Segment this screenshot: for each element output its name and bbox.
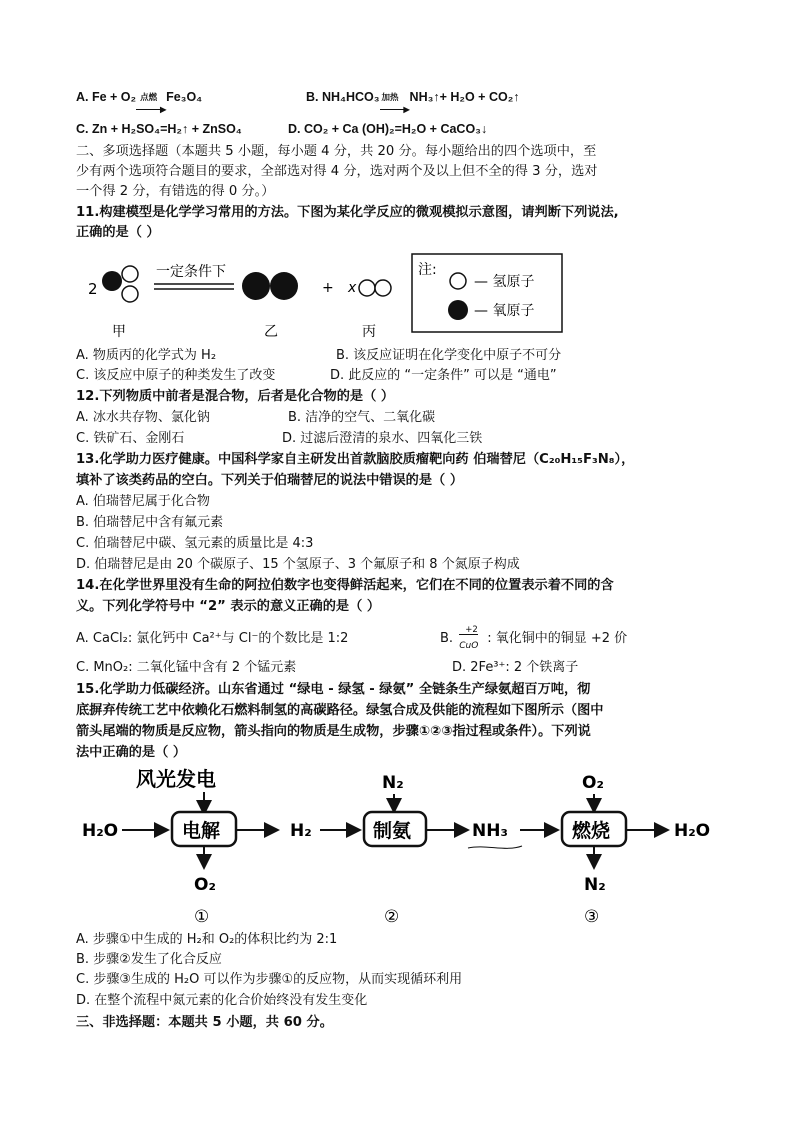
hydrogen-atom bbox=[359, 280, 375, 296]
reaction-model-figure bbox=[76, 250, 576, 342]
section3-header: 三、非选择题：本题共 5 小题，共 60 分。 bbox=[76, 1015, 333, 1030]
q10-option-c: C. Zn + H₂SO₄=H₂↑ + ZnSO₄ bbox=[76, 122, 242, 136]
q13-option-b: B. 伯瑞替尼中含有氟元素 bbox=[76, 515, 224, 530]
n2-input: N₂ bbox=[382, 773, 404, 793]
cuo-formula: CuO bbox=[459, 634, 478, 656]
q11-option-c: C. 该反应中原子的种类发生了改变 bbox=[76, 368, 276, 383]
q13-option-d: D. 伯瑞替尼是由 20 个碳原子、15 个氢原子、3 个氟原子和 8 个氮原子构成 bbox=[76, 557, 520, 572]
label-bing: 丙 bbox=[362, 324, 376, 340]
h2o-input: H₂O bbox=[82, 821, 119, 841]
q13-option-a: A. 伯瑞替尼属于化合物 bbox=[76, 494, 210, 509]
label-jia: 甲 bbox=[112, 324, 126, 340]
q15-option-d: D. 在整个流程中氮元素的化合价始终没有发生变化 bbox=[76, 993, 368, 1008]
oxygen-atom bbox=[242, 272, 270, 300]
q10-option-a: A. Fe + O₂ 点燃 ▶ Fe₃O₄ bbox=[76, 90, 203, 114]
q15-stem-line1: 15.化学助力低碳经济。山东省通过 “绿电 - 绿氢 - 绿氨” 全链条生产绿氨超百万吨，彻 bbox=[76, 682, 591, 697]
q13-stem-line1: 13.化学助力医疗健康。中国科学家自主研发出首款脑胶质瘤靶向药 伯瑞替尼（C₂₀H₁₅F₃N₈）， bbox=[76, 452, 635, 467]
coef-x: x bbox=[348, 280, 357, 296]
q12-option-c: C. 铁矿石、金刚石 bbox=[76, 431, 185, 446]
q14-stem-line1: 14.在化学世界里没有生命的阿拉伯数字也变得鲜活起来，它们在不同的位置表示着不同的含 bbox=[76, 578, 614, 593]
legend-oxygen: — 氧原子 bbox=[474, 303, 535, 319]
q14-option-c: C. MnO₂: 二氧化锰中含有 2 个锰元素 bbox=[76, 660, 297, 675]
q11-stem-line1: 11.构建模型是化学学习常用的方法。下图为某化学反应的微观模拟示意图，请判断下列说法, bbox=[76, 205, 619, 220]
oxygen-atom bbox=[102, 271, 122, 291]
q14-option-b: B. +2 CuO : 氧化铜中的铜显 +2 价 bbox=[440, 629, 627, 649]
coef-2: 2 bbox=[88, 280, 98, 298]
legend-note: 注: bbox=[418, 262, 437, 278]
wind-solar-power: 风光发电 bbox=[136, 767, 216, 791]
valence-mark: +2 bbox=[465, 625, 478, 635]
nh3-product: NH₃ bbox=[472, 821, 508, 841]
q14-option-a: A. CaCl₂: 氯化钙中 Ca²⁺与 Cl⁻的个数比是 1:2 bbox=[76, 631, 349, 646]
q12-option-a: A. 冰水共存物、氯化钠 bbox=[76, 410, 210, 425]
step-marker-1: ① bbox=[194, 907, 210, 927]
q12-option-b: B. 洁净的空气、二氧化碳 bbox=[288, 410, 436, 425]
hydrogen-atom bbox=[122, 266, 138, 282]
q15-option-a: A. 步骤①中生成的 H₂和 O₂的体积比约为 2:1 bbox=[76, 932, 338, 947]
hydrogen-legend-icon bbox=[450, 273, 466, 289]
q14-stem-line2: 义。下列化学符号中 “2” 表示的意义正确的是（ ） bbox=[76, 599, 381, 614]
q15-option-b: B. 步骤②发生了化合反应 bbox=[76, 952, 222, 967]
q13-option-c: C. 伯瑞替尼中碳、氢元素的质量比是 4:3 bbox=[76, 536, 314, 551]
o2-output: O₂ bbox=[194, 875, 216, 895]
q12-option-d: D. 过滤后澄清的泉水、四氧化三铁 bbox=[282, 431, 483, 446]
legend-hydrogen: — 氢原子 bbox=[474, 274, 535, 290]
combustion-label: 燃烧 bbox=[572, 820, 611, 842]
q10-option-b: B. NH₄HCO₃ 加热 ▶ NH₃↑+ H₂O + CO₂↑ bbox=[306, 90, 520, 114]
q11-option-d: D. 此反应的 “一定条件” 可以是 “通电” bbox=[330, 368, 557, 383]
q12-stem: 12.下列物质中前者是混合物，后者是化合物的是（ ） bbox=[76, 389, 395, 404]
n2-output: N₂ bbox=[584, 875, 606, 895]
step-marker-2: ② bbox=[384, 907, 400, 927]
q13-stem-line2: 填补了该类药品的空白。下列关于伯瑞替尼的说法中错误的是（ ） bbox=[76, 473, 464, 488]
q15-stem-line4: 法中正确的是（ ） bbox=[76, 745, 187, 760]
oxygen-legend-icon bbox=[448, 300, 468, 320]
q15-option-c: C. 步骤③生成的 H₂O 可以作为步骤①的反应物，从而实现循环利用 bbox=[76, 972, 463, 987]
q14-option-d: D. 2Fe³⁺: 2 个铁离子 bbox=[452, 660, 579, 675]
section2-line2: 少有两个选项符合题目的要求，全部选对得 4 分，选对两个及以上但不全的得 3 分，选对 bbox=[76, 164, 598, 179]
condition-label: 一定条件下 bbox=[156, 264, 226, 280]
q11-stem-line2: 正确的是（ ） bbox=[76, 225, 160, 240]
ammonia-synthesis-label: 制氨 bbox=[373, 820, 412, 842]
h2-product: H₂ bbox=[290, 821, 312, 841]
section2-line3: 一个得 2 分，有错选的得 0 分。） bbox=[76, 184, 275, 199]
oxygen-atom bbox=[270, 272, 298, 300]
o2-input: O₂ bbox=[582, 773, 604, 793]
q15-stem-line3: 箭头尾端的物质是反应物，箭头指向的物质是生成物，步骤①②③指过程或条件）。下列说 bbox=[76, 724, 591, 739]
q10-a-condition: 点燃 bbox=[140, 92, 158, 102]
hydrogen-atom bbox=[375, 280, 391, 296]
q10-b-condition: 加热 bbox=[381, 92, 399, 102]
q11-option-a: A. 物质丙的化学式为 H₂ bbox=[76, 348, 217, 363]
electrolysis-label: 电解 bbox=[182, 820, 221, 842]
q11-option-b: B. 该反应证明在化学变化中原子不可分 bbox=[336, 348, 562, 363]
hydrogen-atom bbox=[122, 286, 138, 302]
q15-stem-line2: 底摒弃传统工艺中依赖化石燃料制氢的高碳路径。绿氢合成及供能的流程如下图所示（图中 bbox=[76, 703, 604, 718]
section2-line1: 二、多项选择题（本题共 5 小题，每小题 4 分，共 20 分。每小题给出的四个选项中，至 bbox=[76, 144, 597, 159]
step-marker-3: ③ bbox=[584, 907, 600, 927]
plus-sign: + bbox=[322, 280, 334, 296]
q10-option-d: D. CO₂ + Ca (OH)₂=H₂O + CaCO₃↓ bbox=[288, 122, 488, 136]
label-yi: 乙 bbox=[264, 324, 278, 340]
h2o-output: H₂O bbox=[674, 821, 711, 841]
green-ammonia-flowchart bbox=[76, 762, 736, 932]
